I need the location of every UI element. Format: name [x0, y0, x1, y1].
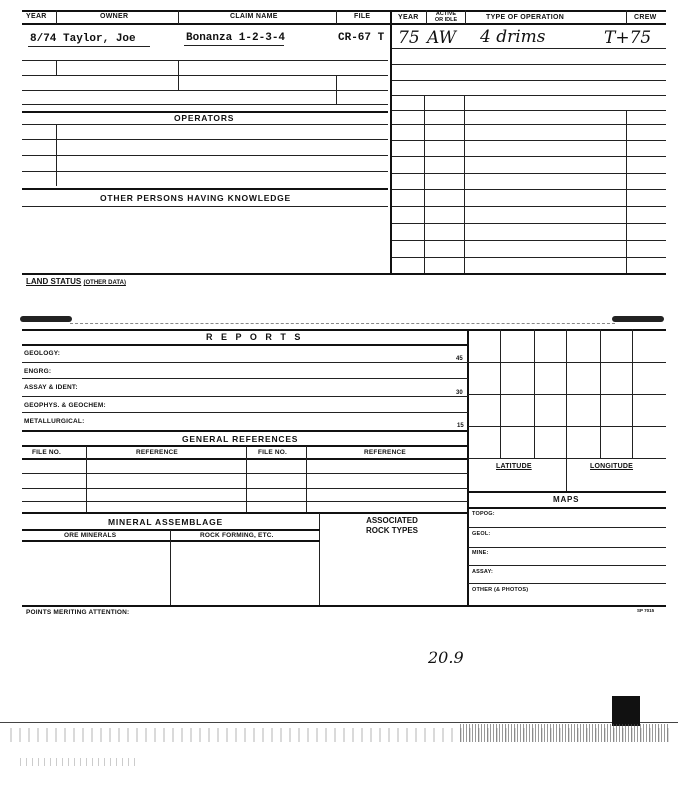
col-divider [336, 10, 337, 24]
table-line [22, 396, 468, 397]
operation-entry: 4 drims [480, 27, 546, 47]
grid-line [468, 458, 666, 459]
table-line [22, 155, 388, 156]
ore-minerals-header: ORE MINERALS [64, 532, 117, 539]
references-bottom-border [22, 512, 468, 514]
binding-mark-right [612, 316, 664, 322]
status-entry: AW [427, 28, 457, 48]
scan-noise-dense [460, 724, 670, 742]
col-divider [178, 10, 179, 24]
grid-line [468, 426, 666, 427]
maps-title: MAPS [553, 495, 580, 504]
table-line [392, 173, 666, 174]
grid-line [468, 394, 666, 395]
table-line [468, 527, 666, 528]
col-divider [178, 60, 179, 90]
col-divider [319, 513, 320, 605]
header-active-or-idle [429, 11, 463, 23]
table-line [22, 412, 468, 413]
table-line [468, 565, 666, 566]
rock-forming-header: ROCK FORMING, ETC. [200, 532, 274, 539]
table-line [392, 189, 666, 190]
reports-top-border [22, 329, 666, 331]
table-line [22, 124, 388, 125]
table-line [22, 488, 468, 489]
table-line [22, 362, 468, 363]
table-line [22, 139, 388, 140]
col-divider [56, 60, 57, 76]
header-or-idle-label: OR IDLE [434, 17, 458, 23]
col-divider [626, 10, 627, 24]
rock-types-label: ROCK TYPES [365, 526, 418, 535]
report-geophys-label: GEOPHYS. & GEOCHEM: [24, 402, 106, 409]
mineral-title-border [22, 529, 320, 531]
ref-file-no-header: FILE NO. [32, 449, 62, 456]
col-divider [246, 446, 247, 513]
reports-right-divider [467, 329, 469, 605]
table-line [392, 124, 666, 125]
land-status-sub: (OTHER DATA) [83, 280, 126, 286]
maps-top-border [468, 491, 666, 493]
report-geology-num: 45 [456, 356, 463, 362]
table-line [22, 378, 468, 379]
table-line [22, 75, 388, 76]
table-line [392, 95, 666, 96]
bottom-section-border [22, 605, 666, 607]
year-entry: 75 [398, 28, 420, 48]
form-code: SP 7015 [637, 608, 655, 613]
table-line [22, 501, 468, 502]
col-divider [306, 446, 307, 513]
table-line [22, 206, 388, 207]
associated-rock-types-title [332, 516, 452, 536]
header-year: YEAR [26, 13, 47, 20]
latitude-label: LATITUDE [496, 463, 532, 470]
general-references-title: GENERAL REFERENCES [182, 434, 299, 444]
ref-reference-header: REFERENCE [136, 449, 178, 456]
col-divider [336, 75, 337, 105]
table-line [22, 104, 388, 105]
header-bottom-border [22, 23, 666, 25]
maps-assay-label: ASSAY: [472, 569, 494, 575]
col-divider [465, 10, 466, 24]
longitude-label: LONGITUDE [590, 463, 634, 470]
reports-title-border [22, 344, 468, 346]
table-line [22, 90, 388, 91]
col-divider [56, 10, 57, 24]
maps-geol-label: GEOL: [472, 531, 491, 537]
header-crew: CREW [634, 14, 657, 21]
references-title-border [22, 445, 468, 447]
reports-title: R E P O R T S [206, 332, 304, 342]
scan-noise-small [20, 758, 140, 766]
claim-name-entry: Bonanza 1-2-3-4 [186, 32, 286, 44]
other-persons-top-border [22, 188, 388, 190]
header-file: FILE [354, 13, 371, 20]
report-geology-label: GEOLOGY: [24, 350, 61, 357]
report-engrg-label: ENGRG: [24, 368, 52, 375]
table-line [22, 60, 388, 61]
upper-section-bottom-border [22, 273, 666, 275]
table-line [392, 257, 666, 258]
table-line [468, 583, 666, 584]
scan-dark-block [612, 696, 640, 726]
report-metallurgical-label: METALLURGICAL: [24, 418, 85, 425]
owner-entry: 8/74 Taylor, Joe [30, 33, 136, 45]
table-line [392, 206, 666, 207]
other-persons-title: OTHER PERSONS HAVING KNOWLEDGE [100, 193, 292, 203]
report-metallurgical-num: 15 [457, 423, 464, 429]
mineral-assemblage-title: MINERAL ASSEMBLAGE [108, 517, 223, 527]
maps-title-border [468, 507, 666, 509]
report-assay-num: 30 [456, 390, 463, 396]
scan-edge-line [0, 722, 678, 723]
maps-other-label: OTHER (& PHOTOS) [472, 587, 529, 593]
table-line [392, 240, 666, 241]
file-entry: CR-67 T [338, 32, 385, 44]
grid-line [468, 362, 666, 363]
col-divider [426, 10, 427, 24]
land-status-label: LAND STATUS [26, 277, 82, 286]
report-assay-label: ASSAY & IDENT: [24, 384, 78, 391]
mineral-header-border [22, 540, 320, 542]
col-divider [424, 95, 425, 273]
maps-topog-label: TOPOG: [472, 511, 495, 517]
header-active-label: ACTIVE [435, 11, 457, 17]
table-line [392, 223, 666, 224]
table-line [392, 80, 666, 81]
binding-mark-left [20, 316, 72, 322]
tear-line [70, 323, 615, 324]
handwriting-underline [392, 48, 666, 49]
header-type-of-operation: TYPE OF OPERATION [486, 14, 565, 21]
owner-underline [28, 46, 150, 47]
points-meriting-attention-label: POINTS MERITING ATTENTION: [26, 609, 130, 616]
grid-line [566, 329, 567, 491]
table-line [22, 171, 388, 172]
table-line [468, 547, 666, 548]
main-vertical-divider [390, 10, 392, 275]
table-line [392, 156, 666, 157]
associated-label: ASSOCIATED [366, 516, 418, 525]
col-divider [170, 530, 171, 605]
ref-reference-header-2: REFERENCE [364, 449, 406, 456]
reports-bottom-border [22, 430, 468, 432]
table-line [392, 140, 666, 141]
header-year-2: YEAR [398, 14, 419, 21]
header-owner: OWNER [100, 13, 129, 20]
crew-entry: T+75 [604, 28, 652, 48]
references-header-border [22, 458, 468, 460]
top-border [22, 10, 666, 12]
maps-mine-label: MINE: [472, 550, 489, 556]
land-status-title [26, 277, 126, 286]
table-line [22, 473, 468, 474]
table-line [392, 64, 666, 65]
table-line [392, 110, 666, 111]
handwritten-note: 20.9 [428, 648, 464, 667]
header-claim-name: CLAIM NAME [230, 13, 278, 20]
col-divider [464, 95, 465, 273]
col-divider [86, 446, 87, 513]
claim-underline [184, 45, 284, 46]
col-divider [626, 110, 627, 273]
operators-title: OPERATORS [174, 113, 235, 123]
col-divider [56, 124, 57, 186]
ref-file-no-header-2: FILE NO. [258, 449, 288, 456]
